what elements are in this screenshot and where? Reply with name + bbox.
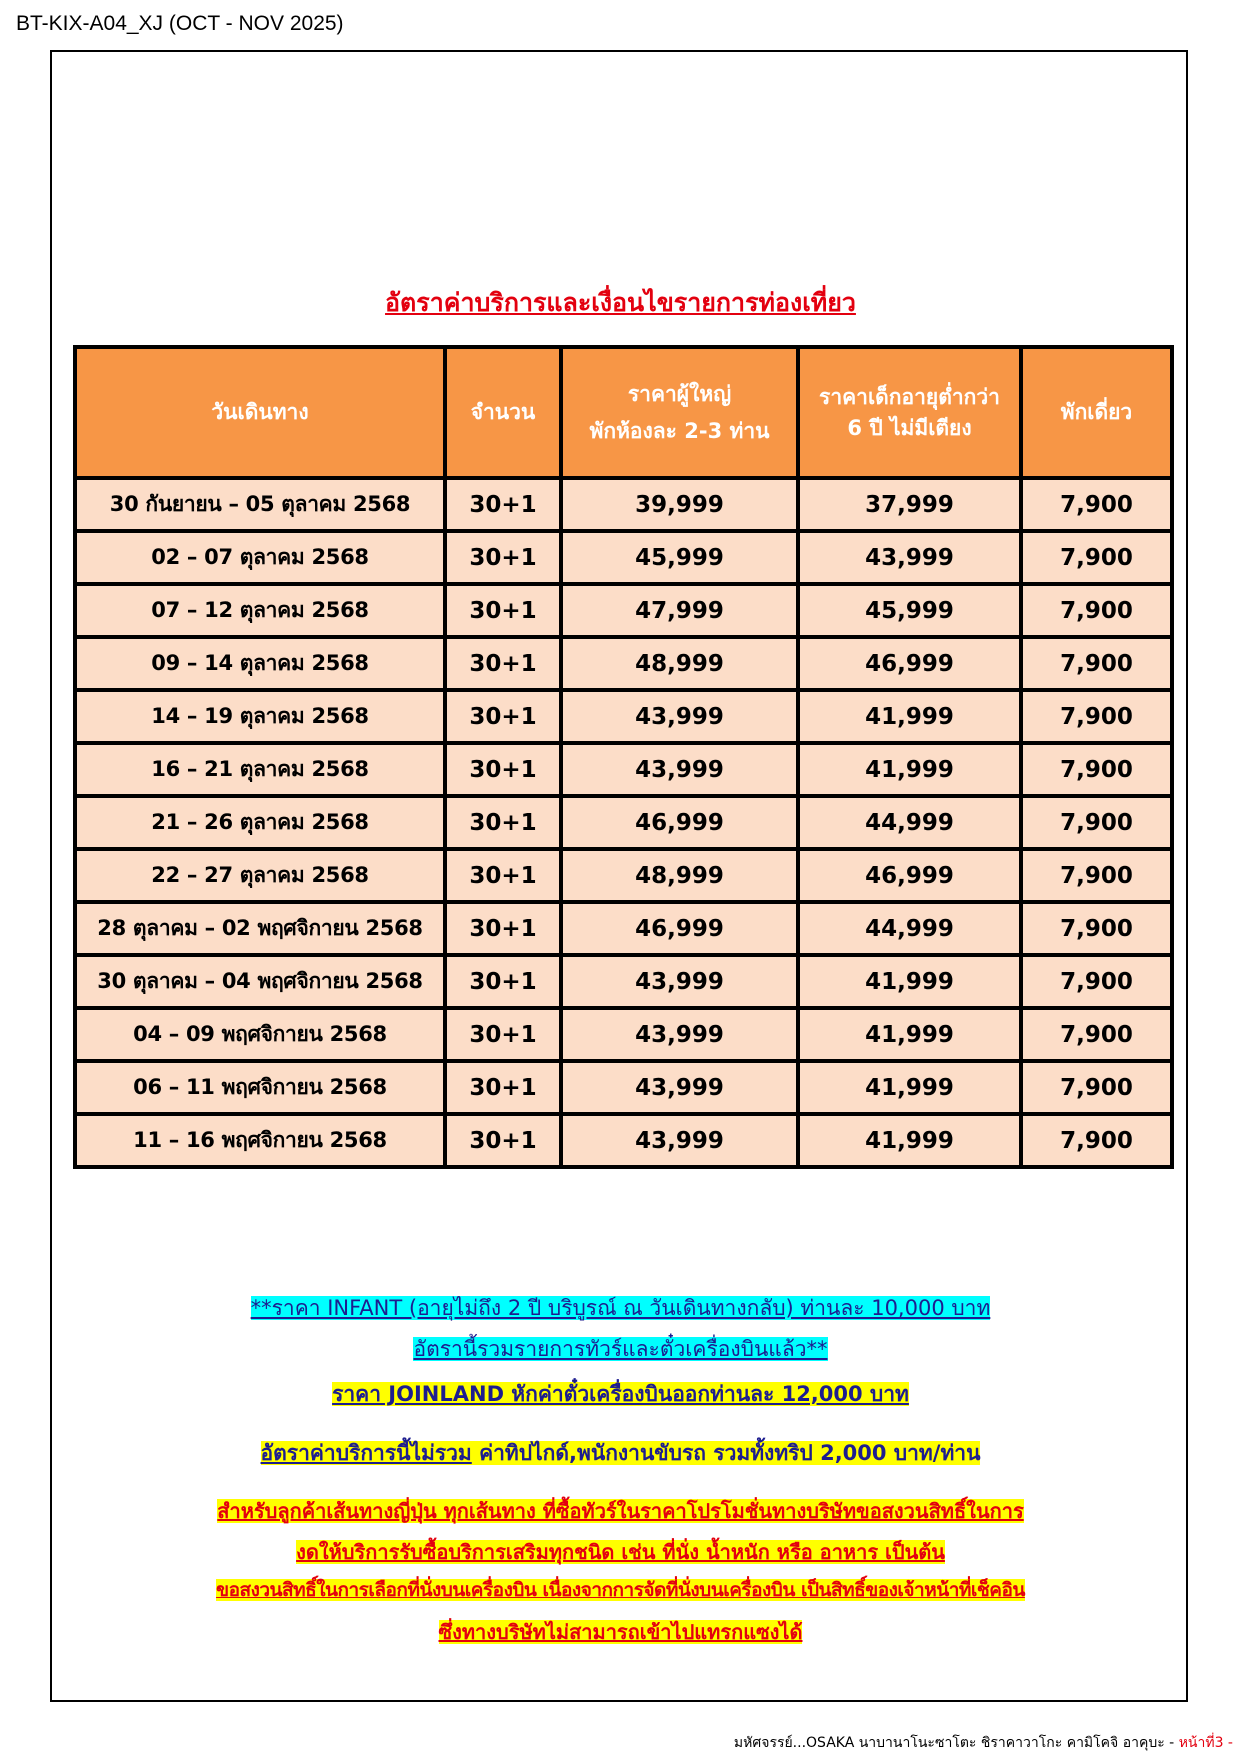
header-date: วันเดินทาง — [75, 347, 445, 478]
cell-date: 11 – 16 พฤศจิกายน 2568 — [75, 1114, 445, 1167]
cell-qty: 30+1 — [445, 955, 561, 1008]
cell-adult-price: 43,999 — [561, 1114, 798, 1167]
cell-single-price: 7,900 — [1021, 584, 1172, 637]
table-row — [75, 1008, 1172, 1061]
cell-qty: 30+1 — [445, 902, 561, 955]
cell-adult-price: 48,999 — [561, 849, 798, 902]
promo-line-3: ขอสงวนสิทธิ์ในการเลือกที่นั่งบนเครื่องบิน เนื่องจากการจัดที่นั่งบนเครื่องบิน เป็นสิทธิ์ของเจ้าหน้าที่เช็คอิน — [216, 1579, 1025, 1601]
cell-single-price: 7,900 — [1021, 955, 1172, 1008]
header-child-line1: ราคาเด็กอายุต่ำกว่า — [819, 385, 1000, 410]
cell-qty: 30+1 — [445, 531, 561, 584]
cell-single-price: 7,900 — [1021, 743, 1172, 796]
cell-child-price: 41,999 — [798, 1008, 1021, 1061]
cell-adult-price: 43,999 — [561, 1008, 798, 1061]
cell-child-price: 45,999 — [798, 584, 1021, 637]
tip-note — [0, 1437, 1241, 1470]
cell-single-price: 7,900 — [1021, 796, 1172, 849]
cell-adult-price: 47,999 — [561, 584, 798, 637]
cell-adult-price: 46,999 — [561, 902, 798, 955]
joinland-note — [0, 1378, 1241, 1411]
promo-line-2: งดให้บริการรับซื้อบริการเสริมทุกชนิด เช่น ที่นั่ง น้ำหนัก หรือ อาหาร เป็นต้น — [296, 1540, 945, 1564]
included-note — [0, 1333, 1241, 1366]
table-row — [75, 637, 1172, 690]
footer-text: มหัศจรรย์...OSAKA นาบานาโนะซาโตะ ชิราคาวาโกะ คามิโคจิ อาคุบะ - — [733, 1735, 1179, 1751]
cell-child-price: 46,999 — [798, 849, 1021, 902]
tip-note-prefix: อัตราค่าบริการนี้ไม่รวม — [260, 1441, 472, 1465]
cell-date: 14 – 19 ตุลาคม 2568 — [75, 690, 445, 743]
table-row — [75, 902, 1172, 955]
included-note-text: อัตรานี้รวมรายการทัวร์และตั๋วเครื่องบินแล้ว** — [413, 1337, 828, 1361]
cell-date: 30 ตุลาคม – 04 พฤศจิกายน 2568 — [75, 955, 445, 1008]
cell-adult-price: 43,999 — [561, 955, 798, 1008]
header-adult-line1: ราคาผู้ใหญ่ — [627, 381, 732, 406]
cell-date: 09 – 14 ตุลาคม 2568 — [75, 637, 445, 690]
infant-note-text: **ราคา INFANT (อายุไม่ถึง 2 ปี บริบูรณ์ ณ วันเดินทางกลับ) ท่านละ 10,000 บาท — [250, 1296, 991, 1320]
cell-date: 02 – 07 ตุลาคม 2568 — [75, 531, 445, 584]
page-title: อัตราค่าบริการและเงื่อนไขรายการท่องเที่ยว — [385, 288, 856, 317]
cell-qty: 30+1 — [445, 584, 561, 637]
cell-adult-price: 45,999 — [561, 531, 798, 584]
cell-single-price: 7,900 — [1021, 690, 1172, 743]
cell-child-price: 41,999 — [798, 690, 1021, 743]
cell-adult-price: 39,999 — [561, 478, 798, 531]
table-row — [75, 584, 1172, 637]
header-qty: จำนวน — [445, 347, 561, 478]
header-adult-line2: พักห้องละ 2-3 ท่าน — [589, 418, 770, 443]
cell-single-price: 7,900 — [1021, 531, 1172, 584]
cell-child-price: 44,999 — [798, 902, 1021, 955]
page-footer — [734, 1732, 1233, 1754]
cell-qty: 30+1 — [445, 1114, 561, 1167]
cell-single-price: 7,900 — [1021, 637, 1172, 690]
cell-single-price: 7,900 — [1021, 478, 1172, 531]
cell-single-price: 7,900 — [1021, 1114, 1172, 1167]
cell-child-price: 37,999 — [798, 478, 1021, 531]
cell-adult-price: 43,999 — [561, 690, 798, 743]
cell-qty: 30+1 — [445, 690, 561, 743]
table-row — [75, 955, 1172, 1008]
header-single-room: พักเดี่ยว — [1021, 347, 1172, 478]
table-row — [75, 1114, 1172, 1167]
cell-child-price: 44,999 — [798, 796, 1021, 849]
joinland-note-text: ราคา JOINLAND หักค่าตั๋วเครื่องบินออกท่านละ 12,000 บาท — [332, 1382, 909, 1406]
header-child-line2: 6 ปี ไม่มีเตียง — [847, 415, 972, 440]
cell-qty: 30+1 — [445, 796, 561, 849]
table-row — [75, 478, 1172, 531]
header-adult-price — [561, 347, 798, 478]
document-code: BT-KIX-A04_XJ (OCT - NOV 2025) — [16, 12, 344, 35]
price-table — [73, 345, 1174, 1169]
footer-page-number: หน้าที่3 - — [1178, 1735, 1233, 1751]
cell-single-price: 7,900 — [1021, 902, 1172, 955]
cell-date: 16 – 21 ตุลาคม 2568 — [75, 743, 445, 796]
cell-child-price: 41,999 — [798, 743, 1021, 796]
cell-qty: 30+1 — [445, 1008, 561, 1061]
cell-date: 06 – 11 พฤศจิกายน 2568 — [75, 1061, 445, 1114]
cell-date: 07 – 12 ตุลาคม 2568 — [75, 584, 445, 637]
cell-date: 30 กันยายน – 05 ตุลาคม 2568 — [75, 478, 445, 531]
cell-adult-price: 43,999 — [561, 1061, 798, 1114]
cell-adult-price: 46,999 — [561, 796, 798, 849]
cell-qty: 30+1 — [445, 478, 561, 531]
table-row — [75, 531, 1172, 584]
cell-child-price: 43,999 — [798, 531, 1021, 584]
promo-line-1: สำหรับลูกค้าเส้นทางญี่ปุ่น ทุกเส้นทาง ที่ซื้อทัวร์ในราคาโปรโมชั่นทางบริษัทขอสงวนสิทธิ์ในการ — [217, 1499, 1024, 1523]
table-row — [75, 1061, 1172, 1114]
cell-single-price: 7,900 — [1021, 1008, 1172, 1061]
table-row — [75, 690, 1172, 743]
cell-qty: 30+1 — [445, 849, 561, 902]
cell-qty: 30+1 — [445, 1061, 561, 1114]
cell-single-price: 7,900 — [1021, 849, 1172, 902]
cell-child-price: 41,999 — [798, 1114, 1021, 1167]
cell-date: 04 – 09 พฤศจิกายน 2568 — [75, 1008, 445, 1061]
cell-child-price: 46,999 — [798, 637, 1021, 690]
table-row — [75, 743, 1172, 796]
cell-qty: 30+1 — [445, 743, 561, 796]
infant-note — [0, 1292, 1241, 1325]
header-child-price — [798, 347, 1021, 478]
cell-qty: 30+1 — [445, 637, 561, 690]
cell-date: 21 – 26 ตุลาคม 2568 — [75, 796, 445, 849]
table-header-row — [75, 347, 1172, 478]
tip-note-rest: ค่าทิปไกด์,พนักงานขับรถ รวมทั้งทริป 2,000 บาท/ท่าน — [471, 1441, 981, 1465]
cell-date: 22 – 27 ตุลาคม 2568 — [75, 849, 445, 902]
cell-child-price: 41,999 — [798, 955, 1021, 1008]
promo-line-4: ซึ่งทางบริษัทไม่สามารถเข้าไปแทรกแซงได้ — [438, 1620, 803, 1644]
table-row — [75, 849, 1172, 902]
cell-child-price: 41,999 — [798, 1061, 1021, 1114]
cell-adult-price: 48,999 — [561, 637, 798, 690]
cell-date: 28 ตุลาคม – 02 พฤศจิกายน 2568 — [75, 902, 445, 955]
cell-adult-price: 43,999 — [561, 743, 798, 796]
table-row — [75, 796, 1172, 849]
cell-single-price: 7,900 — [1021, 1061, 1172, 1114]
tip-note-highlight — [261, 1441, 981, 1465]
